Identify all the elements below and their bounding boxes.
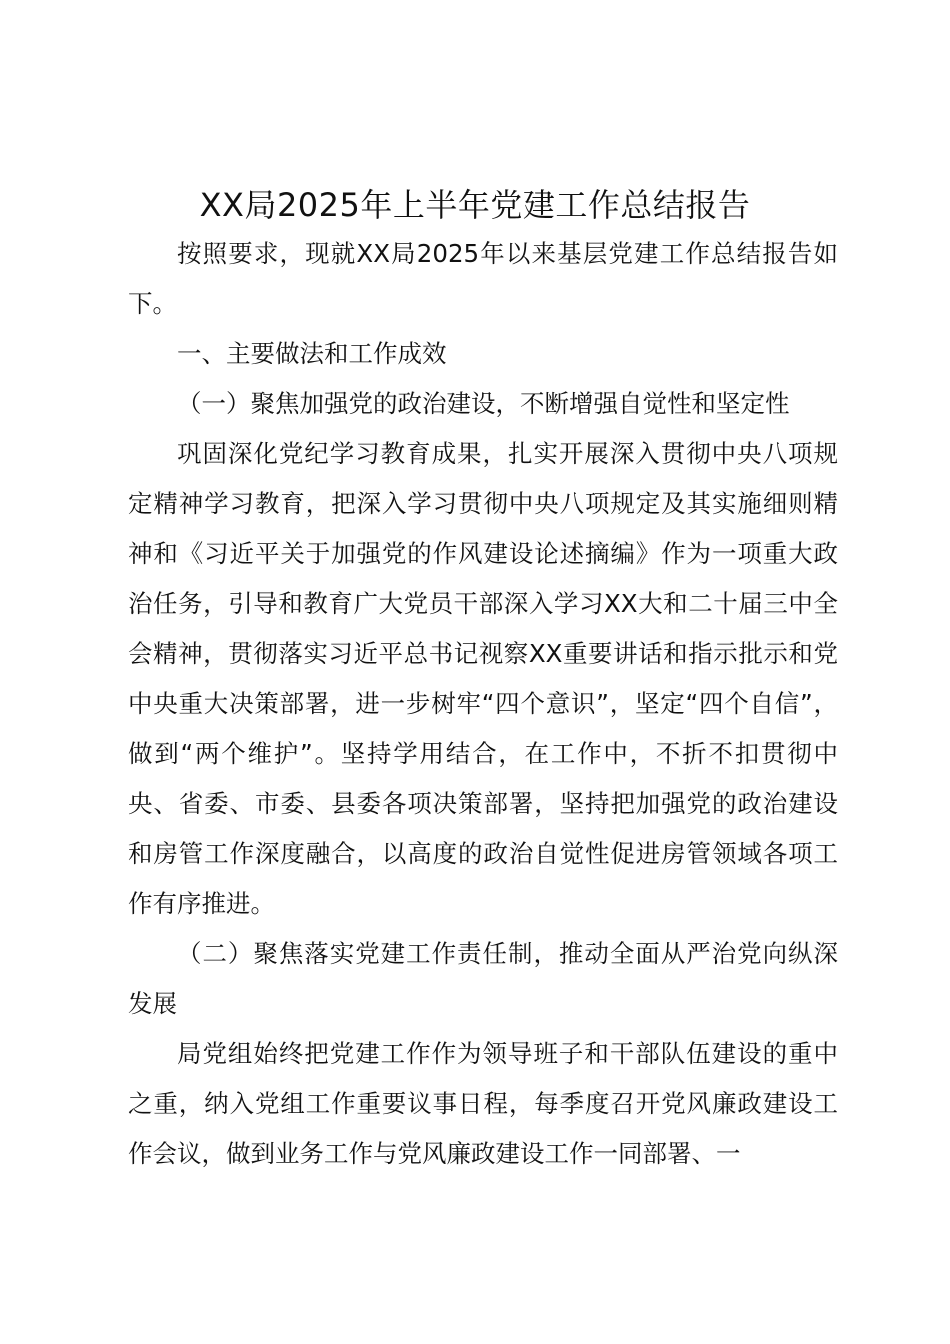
subsection-heading-2: （二）聚焦落实党建工作责任制，推动全面从严治党向纵深发展: [128, 939, 838, 1018]
body-paragraph-2: 局党组始终把党建工作作为领导班子和干部队伍建设的重中之重，纳入党组工作重要议事日程，每季度召开党风廉政建设工作会议，做到业务工作与党风廉政建设工作一同部署、一: [128, 1039, 838, 1168]
section-heading-1: 一、主要做法和工作成效: [177, 339, 447, 368]
subsection-heading-1: （一）聚焦加强党的政治建设，不断增强自觉性和坚定性: [177, 389, 790, 418]
intro-paragraph: 按照要求，现就XX局2025年以来基层党建工作总结报告如下。: [128, 239, 838, 318]
document-title: XX局2025年上半年党建工作总结报告: [199, 186, 751, 224]
document-body: [128, 229, 838, 1179]
body-paragraph-1: 巩固深化党纪学习教育成果，扎实开展深入贯彻中央八项规定精神学习教育，把深入学习贯彻中央八项规定及其实施细则精神和《习近平关于加强党的作风建设论述摘编》作为一项重大政治任务，引导和教育广大党员干部深入学习XX大和二十届三中全会精神，贯彻落实习近平总书记视察XX重要讲话和指示批示和党中央重大决策部署，进一步树牢“四个意识”，坚定“四个自信”，做到“两个维护”。坚持学用结合，在工作中，不折不扣贯彻中央、省委、市委、县委各项决策部署，坚持把加强党的政治建设和房管工作深度融合，以高度的政治自觉性促进房管领域各项工作有序推进。: [128, 439, 838, 918]
